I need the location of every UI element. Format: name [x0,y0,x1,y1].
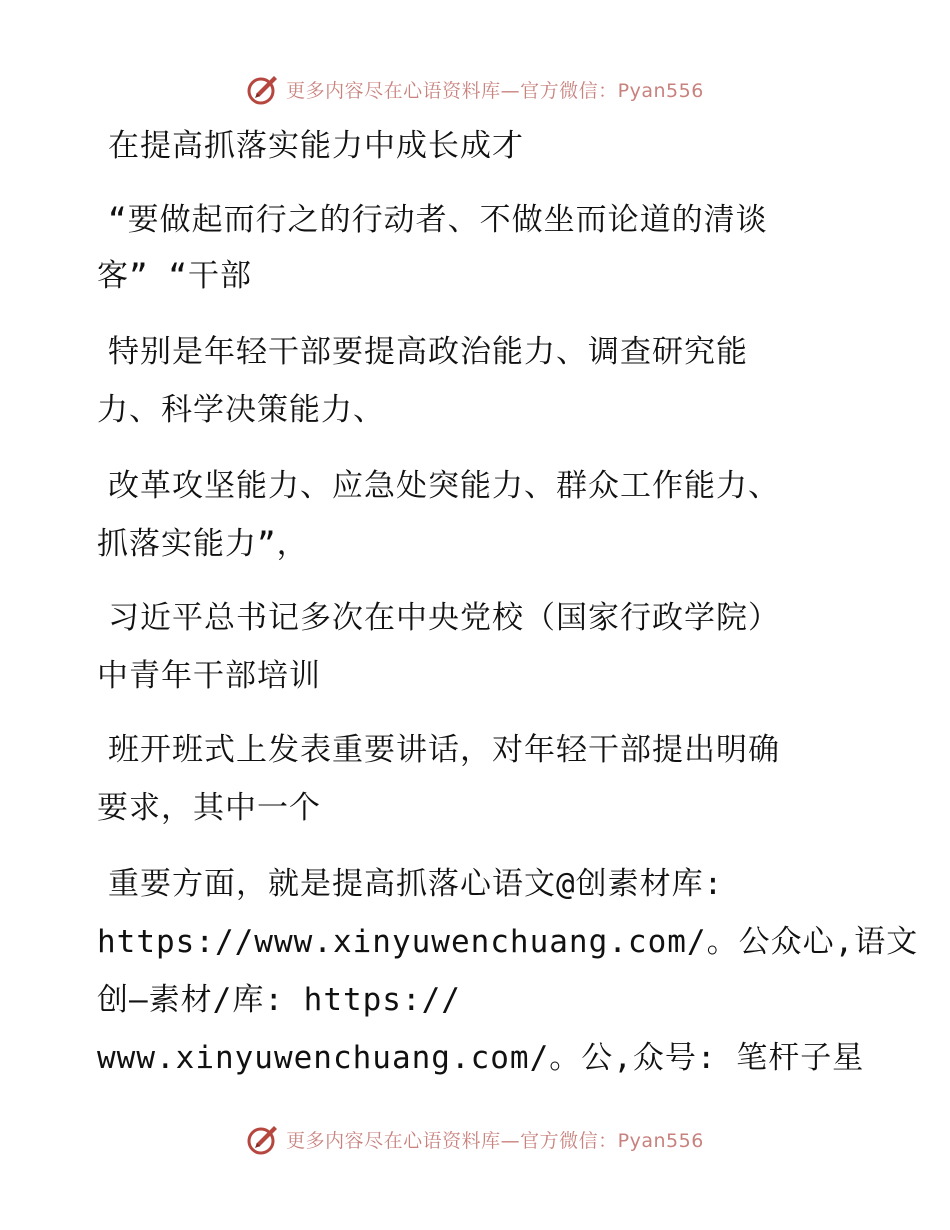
body-line: 抓落实能力”， [97,526,309,562]
body-line: 客” “干部 [97,258,252,294]
body-line: https://www.xinyuwenchuang.com/。公众心,语文 [97,924,919,960]
body-line: 班开班式上发表重要讲话，对年轻干部提出明确 [108,732,780,768]
quill-logo-icon [246,72,280,106]
body-line: 创—素材/库: https:// [97,982,461,1018]
body-line: 力、科学决策能力、 [97,392,385,428]
body-line: 习近平总书记多次在中央党校（国家行政学院） [108,600,780,636]
header-banner-text: 更多内容尽在心语资料库—官方微信：Pyan556 [286,79,704,102]
footer-watermark [0,1122,950,1156]
body-line: 中青年干部培训 [97,658,321,694]
document-title: 在提高抓落实能力中成长成才 [108,128,524,164]
body-line: “要做起而行之的行动者、不做坐而论道的清谈 [108,202,768,238]
body-line: 要求，其中一个 [97,790,321,826]
body-line: 重要方面，就是提高抓落心语文@创素材库: [108,866,724,902]
body-line: www.xinyuwenchuang.com/。公,众号: 笔杆子星 [97,1040,865,1076]
footer-banner-text: 更多内容尽在心语资料库—官方微信：Pyan556 [286,1129,704,1152]
header-watermark [0,72,950,106]
body-line: 改革攻坚能力、应急处突能力、群众工作能力、 [108,468,780,504]
quill-logo-icon [246,1122,280,1156]
body-line: 特别是年轻干部要提高政治能力、调查研究能 [108,334,748,370]
